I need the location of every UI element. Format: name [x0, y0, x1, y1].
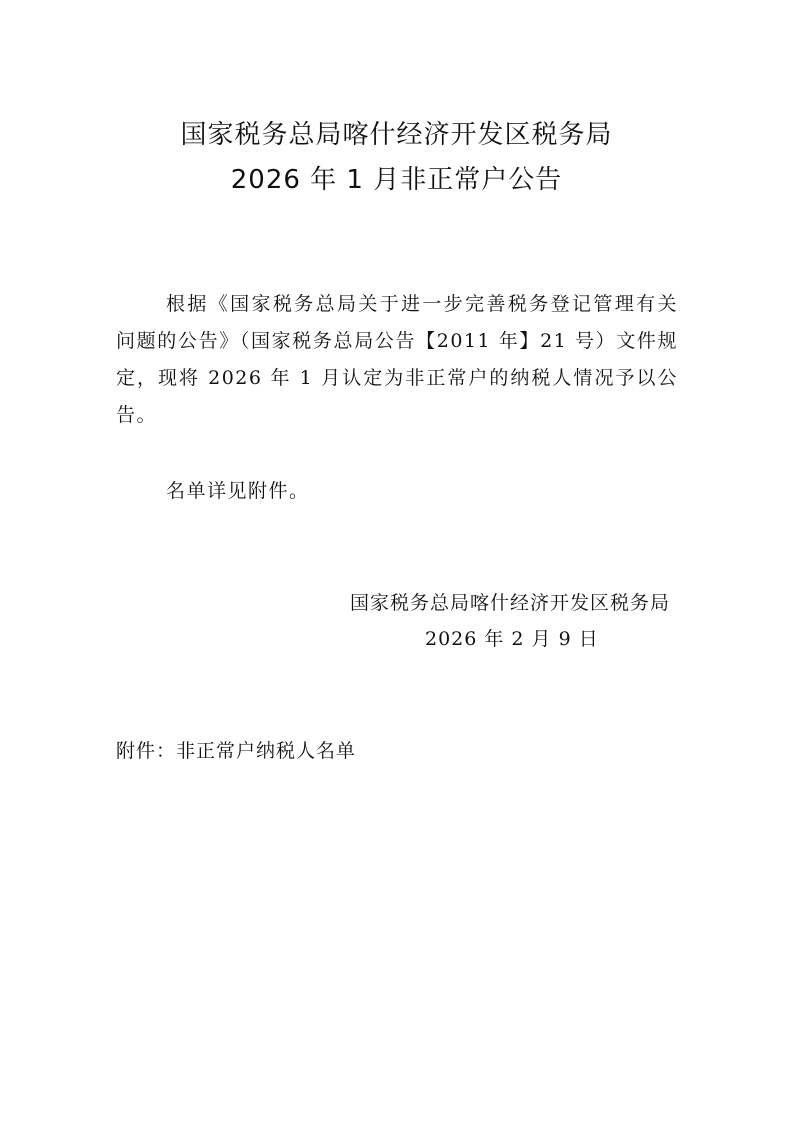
document-title-line2: 2026 年 1 月非正常户公告	[230, 165, 563, 195]
signature-date: 2026 年 2 月 9 日	[425, 628, 599, 650]
document-title-line1: 国家税务总局喀什经济开发区税务局	[180, 120, 613, 150]
signature-organization: 国家税务总局喀什经济开发区税务局	[349, 592, 670, 614]
announcement-paragraph: 根据《国家税务总局关于进一步完善税务登记管理有关问题的公告》（国家税务总局公告【2011 年】21 号）文件规定，现将 2026 年 1 月认定为非正常户的纳税人情况予以公告。	[116, 293, 678, 426]
attachment-note: 附件：非正常户纳税人名单	[116, 740, 357, 762]
list-reference-paragraph: 名单详见附件。	[166, 480, 310, 502]
